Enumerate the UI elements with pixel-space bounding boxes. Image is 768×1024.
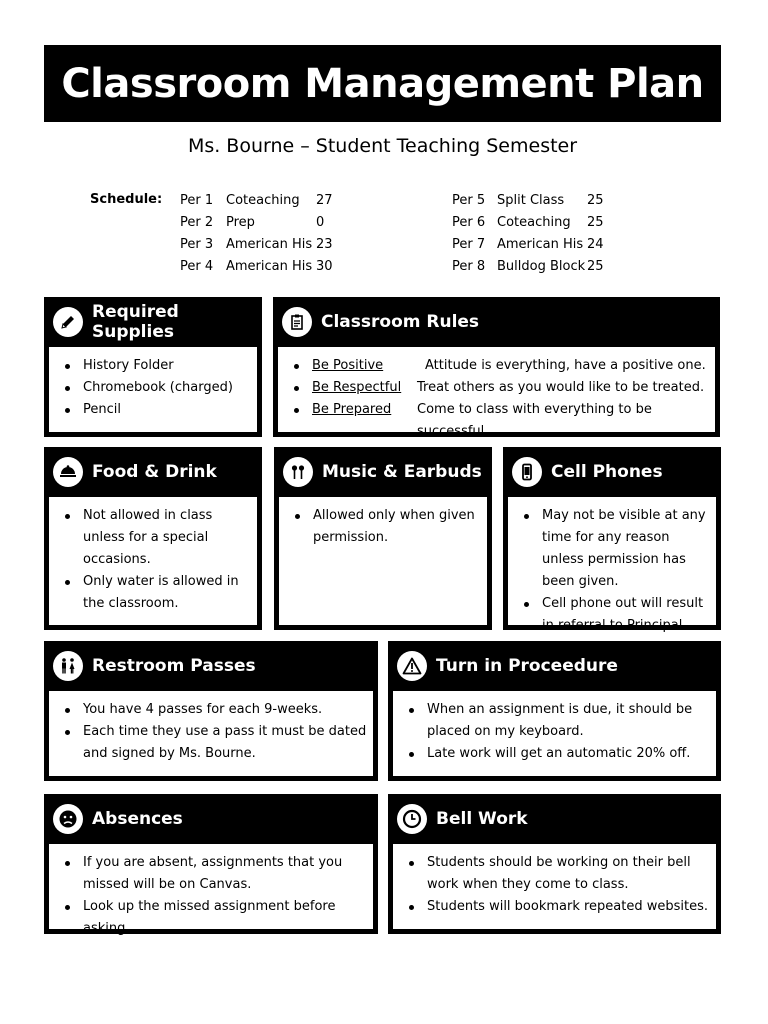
schedule-count: 30 bbox=[316, 259, 333, 274]
rule-item bbox=[290, 355, 709, 377]
list-item: May not be visible at any time for any reason unless permission has been given. bbox=[520, 505, 710, 593]
card-header bbox=[393, 794, 716, 844]
schedule-count: 23 bbox=[316, 237, 333, 252]
schedule-count: 27 bbox=[316, 193, 333, 208]
cell-phone-icon bbox=[512, 457, 542, 487]
schedule-period: Per 4 bbox=[180, 259, 214, 274]
list-item: Not allowed in class unless for a special occasions. bbox=[61, 505, 251, 571]
card-body bbox=[393, 844, 716, 929]
schedule-class: Coteaching bbox=[226, 193, 300, 208]
list-item: When an assignment is due, it should be placed on my keyboard. bbox=[405, 699, 710, 743]
card-body bbox=[279, 497, 487, 625]
card-body bbox=[49, 844, 373, 936]
card-header bbox=[49, 297, 257, 347]
card-body bbox=[508, 497, 716, 633]
sad-face-icon bbox=[53, 804, 83, 834]
rule-name: Be Positive bbox=[312, 358, 384, 373]
list-item: Chromebook (charged) bbox=[61, 377, 251, 399]
food-tray-icon bbox=[53, 457, 83, 487]
card-required-supplies bbox=[44, 297, 262, 437]
card-header bbox=[278, 297, 715, 347]
card-title: Music & Earbuds bbox=[322, 462, 482, 482]
card-title: Food & Drink bbox=[92, 462, 217, 482]
card-title: Turn in Proceedure bbox=[436, 656, 618, 676]
schedule-period: Per 8 bbox=[452, 259, 486, 274]
rule-item bbox=[290, 399, 709, 443]
earbuds-icon bbox=[283, 457, 313, 487]
list-item: Allowed only when given permission. bbox=[291, 505, 481, 549]
schedule-count: 25 bbox=[587, 193, 604, 208]
card-restroom-passes bbox=[44, 641, 378, 781]
card-header bbox=[49, 641, 373, 691]
rule-text: Treat others as you would like to be treated. bbox=[417, 380, 705, 395]
schedule-count: 25 bbox=[587, 215, 604, 230]
card-absences bbox=[44, 794, 378, 934]
schedule-class: Prep bbox=[226, 215, 255, 230]
rule-text: Come to class with everything to be successful. bbox=[417, 402, 652, 439]
card-cell-phones bbox=[503, 447, 721, 633]
card-body bbox=[49, 691, 373, 776]
restroom-icon bbox=[53, 651, 83, 681]
schedule-class: Split Class bbox=[497, 193, 565, 208]
list-item: You have 4 passes for each 9-weeks. bbox=[61, 699, 367, 721]
schedule-period: Per 1 bbox=[180, 193, 214, 208]
list-item: Late work will get an automatic 20% off. bbox=[405, 743, 710, 765]
card-body bbox=[393, 691, 716, 776]
schedule-class: American His bbox=[226, 259, 313, 274]
schedule-class: Bulldog Block bbox=[497, 259, 586, 274]
card-title: Required Supplies bbox=[92, 302, 179, 342]
card-turn-in-procedure bbox=[388, 641, 721, 781]
card-bell-work bbox=[388, 794, 721, 934]
card-food-drink bbox=[44, 447, 262, 630]
rule-name: Be Prepared bbox=[312, 402, 392, 417]
clock-icon bbox=[397, 804, 427, 834]
card-title: Cell Phones bbox=[551, 462, 663, 482]
card-body bbox=[278, 347, 715, 439]
card-title: Restroom Passes bbox=[92, 656, 256, 676]
card-header bbox=[49, 794, 373, 844]
list-item: Each time they use a pass it must be dated and signed by Ms. Bourne. bbox=[61, 721, 367, 765]
page-subtitle: Ms. Bourne – Student Teaching Semester bbox=[187, 135, 578, 157]
list-item: Pencil bbox=[61, 399, 251, 421]
rule-item bbox=[290, 377, 709, 399]
card-title: Absences bbox=[92, 809, 183, 829]
warning-icon bbox=[397, 651, 427, 681]
schedule-period: Per 7 bbox=[452, 237, 486, 252]
schedule-count: 0 bbox=[316, 215, 325, 230]
list-item: Students will bookmark repeated websites. bbox=[405, 896, 710, 918]
card-header bbox=[393, 641, 716, 691]
schedule-count: 24 bbox=[587, 237, 604, 252]
card-classroom-rules bbox=[273, 297, 720, 437]
card-title: Classroom Rules bbox=[321, 312, 480, 332]
schedule-period: Per 6 bbox=[452, 215, 486, 230]
card-header bbox=[49, 447, 257, 497]
schedule-period: Per 5 bbox=[452, 193, 486, 208]
pencil-icon bbox=[53, 307, 83, 337]
card-header bbox=[279, 447, 487, 497]
list-item: Students should be working on their bell work when they come to class. bbox=[405, 852, 710, 896]
card-body bbox=[49, 497, 257, 625]
list-item: Only water is allowed in the classroom. bbox=[61, 571, 251, 615]
page-title: Classroom Management Plan bbox=[61, 60, 704, 107]
card-header bbox=[508, 447, 716, 497]
schedule-class: American His bbox=[497, 237, 584, 252]
schedule-period: Per 3 bbox=[180, 237, 214, 252]
list-item: Look up the missed assignment before asking. bbox=[61, 896, 367, 940]
schedule-class: American His bbox=[226, 237, 313, 252]
list-item: Cell phone out will result in referral to Principal. bbox=[520, 593, 710, 637]
schedule-count: 25 bbox=[587, 259, 604, 274]
schedule-class: Coteaching bbox=[497, 215, 571, 230]
card-music-earbuds bbox=[274, 447, 492, 630]
schedule-period: Per 2 bbox=[180, 215, 214, 230]
list-item: If you are absent, assignments that you missed will be on Canvas. bbox=[61, 852, 367, 896]
rule-text: Attitude is everything, have a positive one. bbox=[425, 358, 706, 373]
card-body bbox=[49, 347, 257, 432]
schedule-label: Schedule: bbox=[90, 192, 163, 207]
clipboard-icon bbox=[282, 307, 312, 337]
list-item: History Folder bbox=[61, 355, 251, 377]
title-banner bbox=[44, 45, 721, 122]
card-title: Bell Work bbox=[436, 809, 528, 829]
rule-name: Be Respectful bbox=[312, 380, 402, 395]
